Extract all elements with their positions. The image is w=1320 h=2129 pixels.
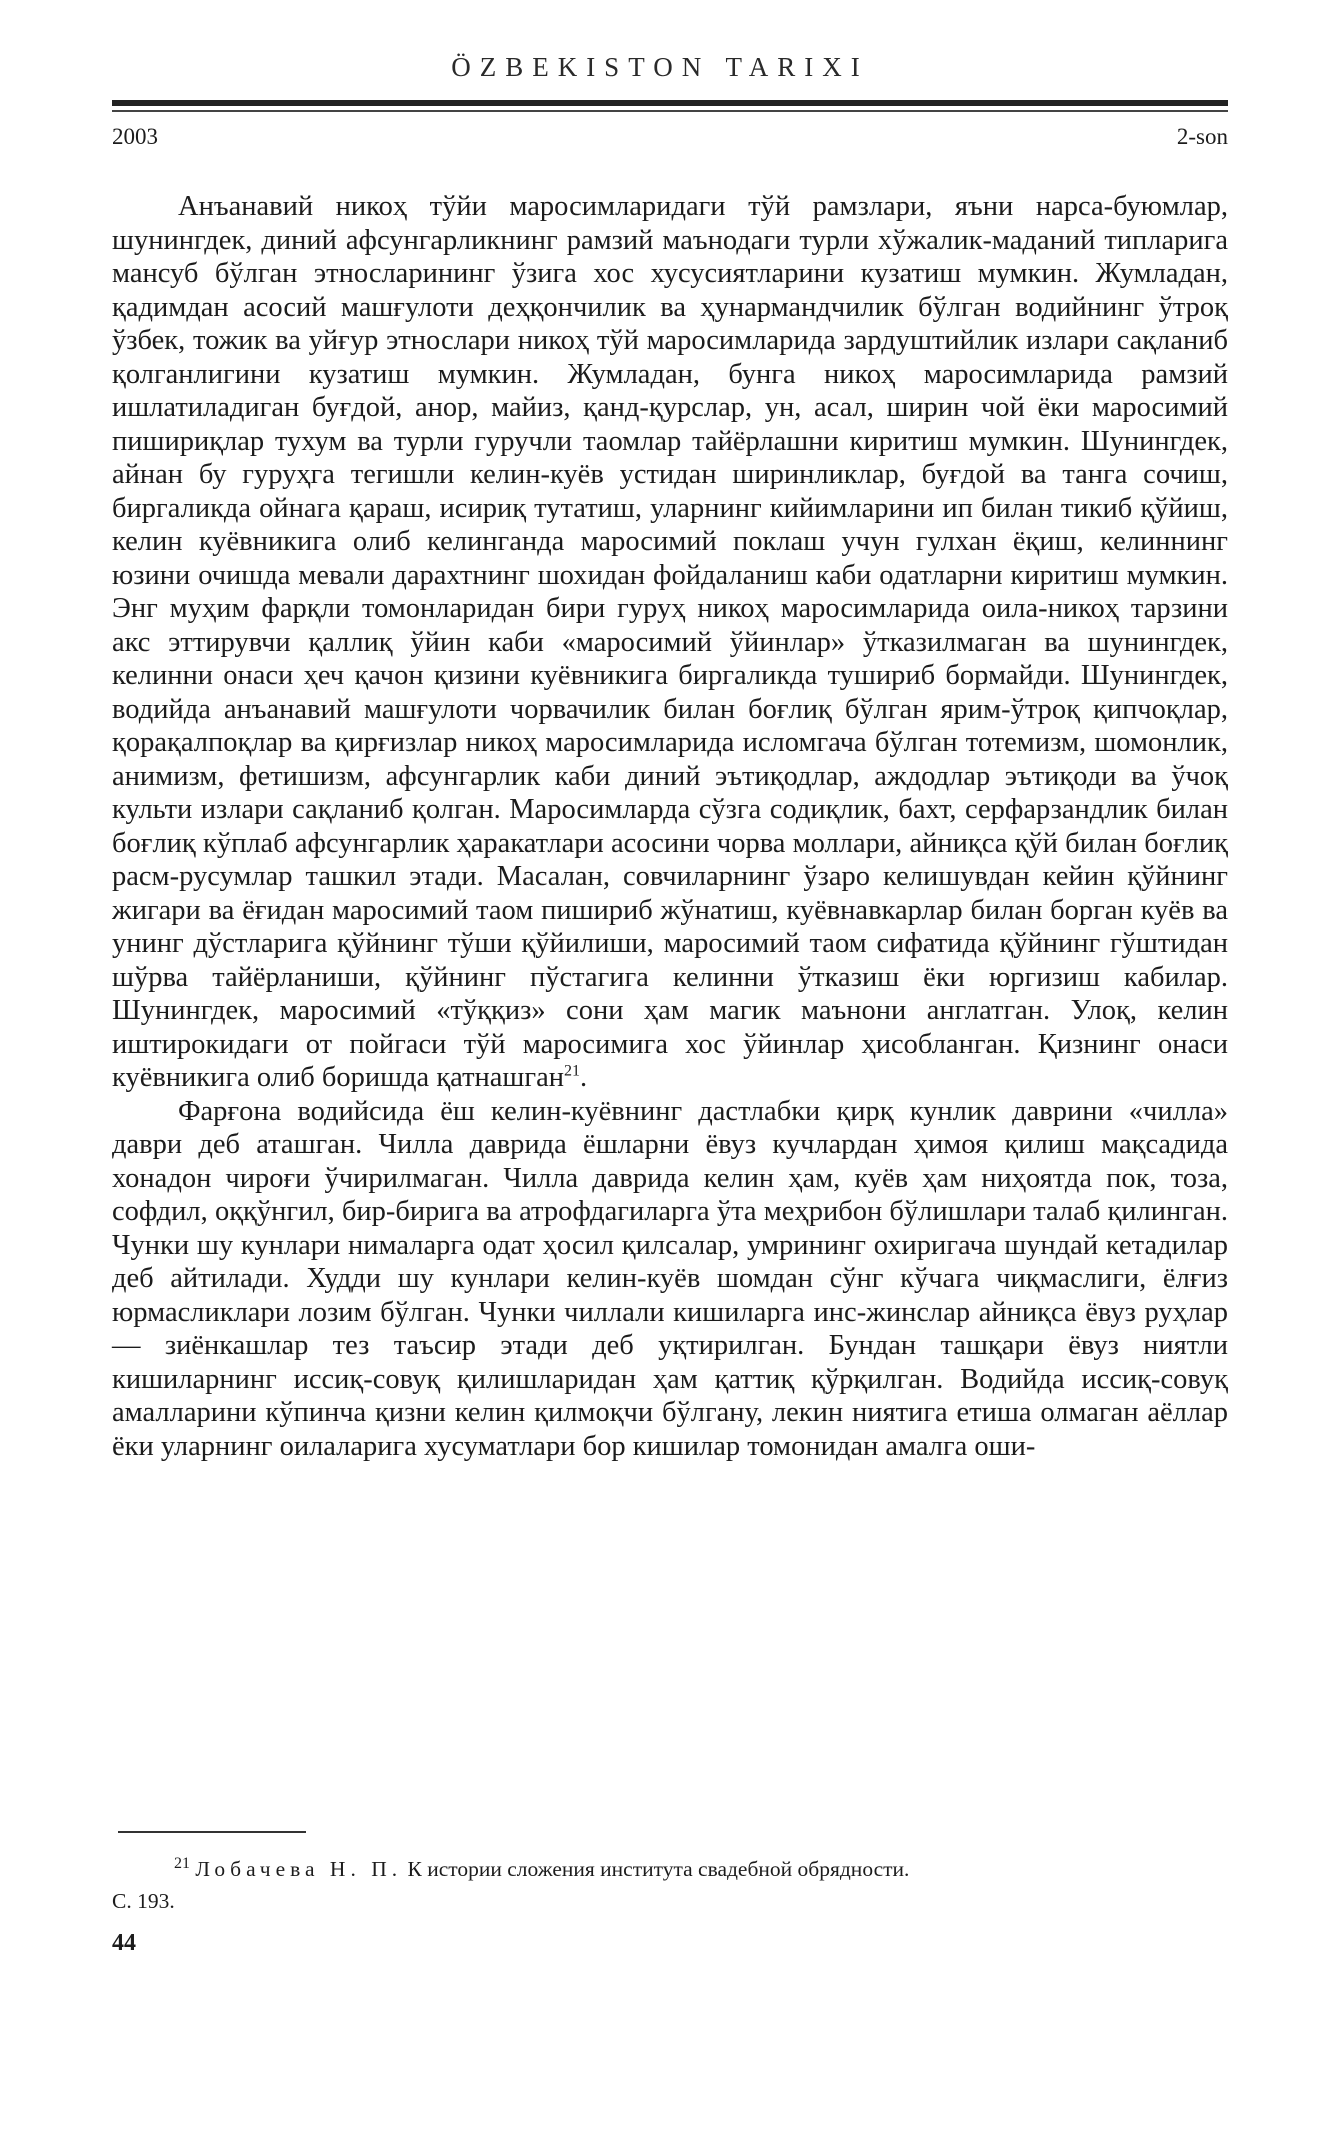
running-head-title: ÖZBEKISTON TARIXI bbox=[451, 52, 869, 82]
footnote-separator bbox=[118, 1831, 306, 1833]
paragraph-1-text: Анъанавий никоҳ тўйи маросимларидаги тўй рамзлари, яъни нарса-буюмлар, шунингдек, диний афсунгарликнинг рамзий маънодаги турли хўжалик-маданий типларига мансуб бўлган этносларининг ўзига хос хусусиятларини кузатиш мумкин. Жумладан, қадимдан асосий машғулоти деҳқончилик ва ҳунармандчилик бўлган водийнинг ўтроқ ўзбек, тожик ва уйғур этнослари никоҳ тўй маросимларида зардуштийлик излари сақланиб қолганлигини кузатиш мумкин. Жумладан, бунга никоҳ маросимларида рамзий ишлатиладиган буғдой, анор, майиз, қанд-қурслар, ун, асал, ширин чой ёки маросимий пишириқлар тухум ва турли гуручли таомлар тайёрлашни киритиш мумкин. Шунингдек, айнан бу гуруҳга тегишли келин-куёв устидан ширинликлар, буғдой ва танга сочиш, биргаликда ойнага қараш, исириқ тутатиш, уларнинг кийимларини ип билан тикиб қўйиш, келин куёвникига олиб келинганда маросимий поклаш учун гулхан ёқиш, келиннинг юзини очишда мевали дарахтнинг шохидан фойдаланиш каби одатларни киритиш мумкин. Энг муҳим фарқли томонларидан бири гуруҳ никоҳ маросимларида оила-никоҳ тарзини акс эттирувчи қаллиқ ўйин каби «маросимий ўйинлар» ўтказилмаган ва шунингдек, келинни онаси ҳеч қачон қизини куёвникига биргаликда тушириб бормайди. Шунингдек, водийда анъанавий машғулоти чорвачилик билан боғлиқ бўлган ярим-ўтроқ қипчоқлар, қорақалпоқлар ва қирғизлар никоҳ маросимларида исломгача бўлган тотемизм, шомонлик, анимизм, фетишизм, афсунгарлик каби диний эътиқодлар, аждодлар эътиқоди ва ўчоқ культи излари сақланиб қолган. Маросимларда сўзга содиқлик, бахт, серфарзандлик билан боғлиқ кўплаб афсунгарлик ҳаракатлари асосини чорва моллари, айниқса қўй билан боғлиқ расм-русумлар ташкил этади. Масалан, совчиларнинг ўзаро келишувдан кейин қўйнинг жигари ва ёғидан маросимий таом пишириб жўнатиш, куёвнавкарлар билан борган куёв ва унинг дўстларига қўйнинг тўши қўйилиши, маросимий таом сифатида қўйнинг гўштидан шўрва тайёрланиши, қўйнинг пўстагига келинни ўтказиш ёки юргизиш кабилар. Шунингдек, маросимий «тўққиз» сони ҳам магик маънони англатган. Улоқ, келин иштирокидаги от пойгаси тўй маросимига хос ўйинлар ҳисобланган. Қизнинг онаси куёвникига олиб боришда қатнашган bbox=[112, 191, 1228, 1093]
footnote bbox=[112, 1853, 1228, 1917]
issue-number: 2-son bbox=[1176, 124, 1228, 149]
footnote-author: Лобачева Н. П. bbox=[195, 1857, 403, 1881]
footnote-title: К истории сложения института свадебной обрядности. bbox=[407, 1857, 910, 1881]
footnote-first-line bbox=[112, 1853, 1228, 1885]
header-rule-thick bbox=[112, 100, 1228, 106]
paragraph-2: Фарғона водийсида ёш келин-куёвнинг дастлабки қирқ кунлик даврини «чилла» даври деб аташган. Чилла даврида ёшларни ёвуз кучлардан ҳимоя қилиш мақсадида хонадон чироғи ўчирилмаган. Чилла даврида келин ҳам, куёв ҳам ниҳоятда пок, тоза, софдил, оққўнгил, бир-бирига ва атрофдагиларга ўта меҳрибон бўлишлари талаб қилинган. Чунки шу кунлари нималарга одат ҳосил қилсалар, умрининг охиригача шундай кетадилар деб айтилади. Худди шу кунлари келин-куёв шомдан сўнг кўчага чиқмаслиги, ёлғиз юрмасликлари лозим бўлган. Чунки чиллали кишиларга инс-жинслар айниқса ёвуз руҳлар — зиёнкашлар тез таъсир этади деб уқтирилган. Бундан ташқари ёвуз ниятли кишиларнинг иссиқ-совуқ қилишларидан ҳам қаттиқ қўрқилган. Водийда иссиқ-совуқ амалларини кўпинча қизни келин қилмоқчи бўлгану, лекин ниятига етиша олмаган аёллар ёки уларнинг оилаларига хусуматлари бор кишилар томонидан амалга оши- bbox=[112, 1095, 1228, 1462]
header-rule-thin bbox=[112, 110, 1228, 112]
article-body bbox=[112, 190, 1228, 1463]
footnote-location: С. 193. bbox=[112, 1889, 175, 1913]
page-number: 44 bbox=[112, 1930, 136, 1956]
footnote-number: 21 bbox=[174, 1854, 190, 1872]
paragraph-1-end: . bbox=[579, 1062, 588, 1093]
publication-year: 2003 bbox=[112, 124, 158, 149]
footnote-reference: 21 bbox=[563, 1062, 580, 1080]
paragraph-1 bbox=[112, 190, 1228, 1095]
